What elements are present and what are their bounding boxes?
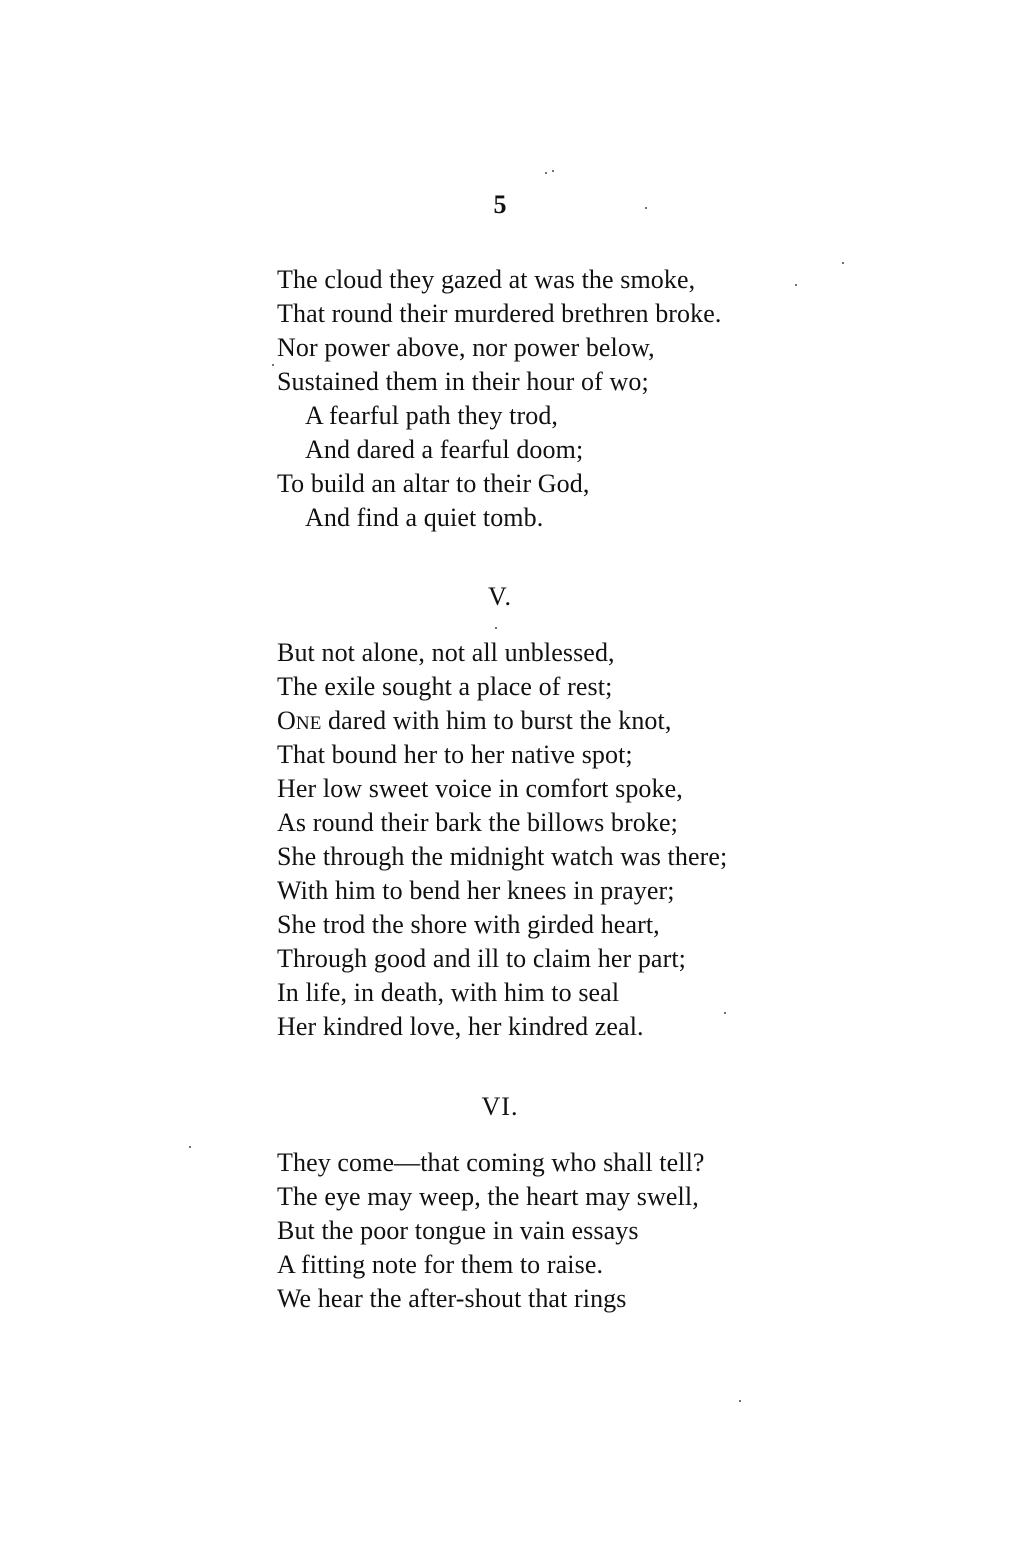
verse-line: In life, in death, with him to seal	[277, 978, 620, 1007]
verse-line: But the poor tongue in vain essays	[277, 1216, 639, 1245]
print-speck	[842, 262, 844, 264]
print-speck	[724, 1012, 726, 1014]
verse-line: And find a quiet tomb.	[305, 503, 544, 532]
stanza-heading-v: V.	[488, 582, 512, 611]
verse-line: She through the midnight watch was there;	[277, 842, 728, 871]
page-number: 5	[493, 190, 507, 219]
verse-line: And dared a fearful doom;	[305, 435, 584, 464]
verse-line: That round their murdered brethren broke.	[277, 299, 722, 328]
print-speck	[272, 364, 274, 366]
verse-line: A fitting note for them to raise.	[277, 1250, 604, 1279]
verse-line: That bound her to her native spot;	[277, 740, 633, 769]
verse-line: But not alone, not all unblessed,	[277, 638, 615, 667]
verse-line: Her kindred love, her kindred zeal.	[277, 1012, 644, 1041]
small-caps-rest: NE	[295, 713, 322, 734]
verse-line-rest: dared with him to burst the knot,	[321, 706, 672, 735]
verse-line: The exile sought a place of rest;	[277, 672, 613, 701]
verse-line: Nor power above, nor power below,	[277, 333, 655, 362]
print-speck	[795, 284, 797, 286]
print-speck	[495, 627, 497, 629]
verse-line: Her low sweet voice in comfort spoke,	[277, 774, 683, 803]
verse-line: The eye may weep, the heart may swell,	[277, 1182, 699, 1211]
print-speck	[739, 1400, 741, 1402]
print-speck	[189, 1146, 191, 1148]
print-speck	[552, 170, 554, 172]
verse-line-with-small-caps	[277, 706, 671, 739]
verse-line: The cloud they gazed at was the smoke,	[277, 265, 696, 294]
verse-line: Sustained them in their hour of wo;	[277, 367, 649, 396]
verse-line: As round their bark the billows broke;	[277, 808, 678, 837]
verse-line: Through good and ill to claim her part;	[277, 944, 686, 973]
verse-line: With him to bend her knees in prayer;	[277, 876, 675, 905]
small-caps-initial: O	[277, 706, 296, 735]
verse-line: To build an altar to their God,	[277, 469, 590, 498]
print-speck	[545, 172, 547, 174]
verse-line: A fearful path they trod,	[305, 401, 559, 430]
verse-line: She trod the shore with girded heart,	[277, 910, 660, 939]
stanza-heading-vi: VI.	[481, 1092, 519, 1121]
verse-line: They come—that coming who shall tell?	[277, 1148, 705, 1177]
verse-line: We hear the after-shout that rings	[277, 1284, 627, 1313]
